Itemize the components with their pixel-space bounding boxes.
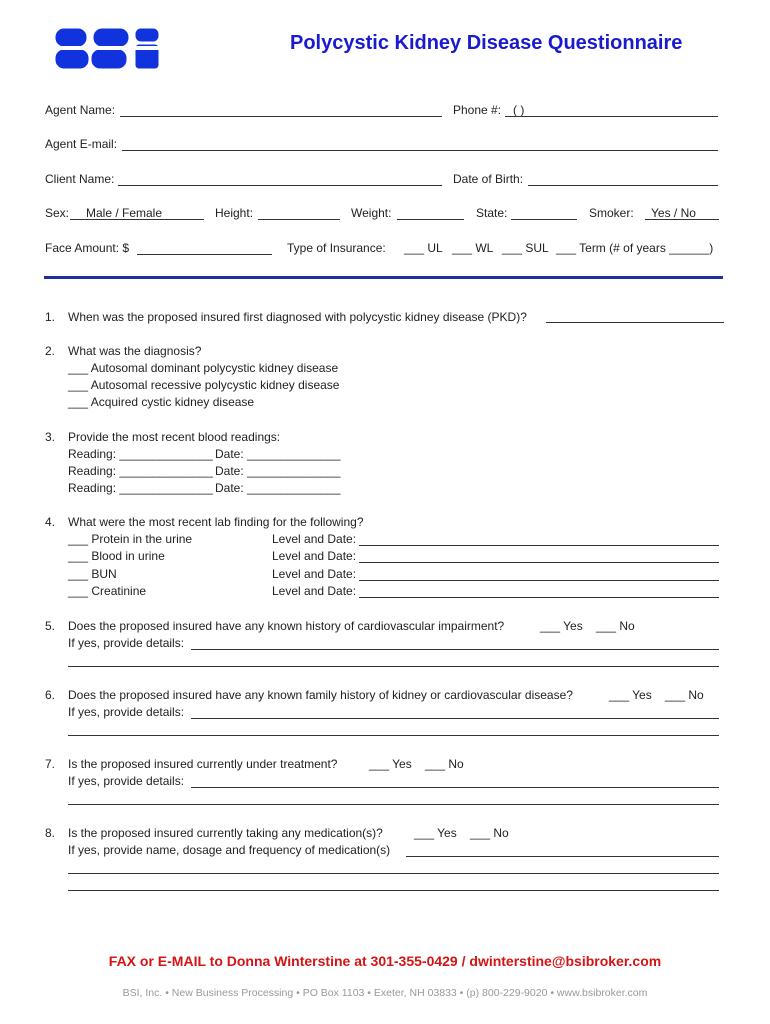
sex-label: Sex: <box>45 206 70 220</box>
q4-level-label-4: Level and Date: <box>272 584 357 598</box>
q5-text: Does the proposed insured have any known history of cardiovascular impairment? <box>68 619 505 633</box>
q2-option-acquired[interactable]: ___ Acquired cystic kidney disease <box>68 395 255 409</box>
q5-number: 5. <box>45 619 56 633</box>
ins-term-option[interactable]: ___ Term (# of years ______) <box>556 241 714 255</box>
q4-bun[interactable]: ___ BUN <box>68 567 117 581</box>
height-field[interactable] <box>258 219 340 220</box>
agent-name-field[interactable] <box>120 116 442 117</box>
q4-protein[interactable]: ___ Protein in the urine <box>68 532 193 546</box>
sex-field <box>70 219 204 220</box>
q2-number: 2. <box>45 344 56 358</box>
q6-no[interactable]: ___ No <box>665 688 704 702</box>
sex-options[interactable]: Male / Female <box>86 206 163 220</box>
bsi-logo <box>54 26 162 72</box>
q4-blood[interactable]: ___ Blood in urine <box>68 549 165 563</box>
footer-address: BSI, Inc. • New Business Processing • PO Box 1103 • Exeter, NH 03833 • (p) 800-229-9020 • www.bsibroker.com <box>122 987 648 999</box>
q8-yes[interactable]: ___ Yes <box>414 826 457 840</box>
q8-details-label: If yes, provide name, dosage and frequency of medication(s) <box>68 843 391 857</box>
q5-details-label: If yes, provide details: <box>68 636 185 650</box>
phone-label: Phone #: <box>453 103 502 117</box>
q8-details-field-1[interactable] <box>406 856 719 857</box>
q1-text: When was the proposed insured first diagnosed with polycystic kidney disease (PKD)? <box>68 310 527 324</box>
q6-details-label: If yes, provide details: <box>68 705 185 719</box>
q4-level-label-2: Level and Date: <box>272 549 357 563</box>
height-label: Height: <box>215 206 254 220</box>
q6-text: Does the proposed insured have any known family history of kidney or cardiovascular disease? <box>68 688 573 702</box>
q6-details-field-1[interactable] <box>191 718 719 719</box>
q2-option-dominant[interactable]: ___ Autosomal dominant polycystic kidney disease <box>68 361 339 375</box>
q4-level-label-3: Level and Date: <box>272 567 357 581</box>
q4-creatinine[interactable]: ___ Creatinine <box>68 584 147 598</box>
section-divider <box>44 276 723 279</box>
q6-number: 6. <box>45 688 56 702</box>
smoker-label: Smoker: <box>589 206 634 220</box>
q4-level-field-4[interactable] <box>359 597 719 598</box>
agent-email-label: Agent E-mail: <box>45 137 118 151</box>
q4-level-label-1: Level and Date: <box>272 532 357 546</box>
smoker-options[interactable]: Yes / No <box>651 206 696 220</box>
q4-level-field-3[interactable] <box>359 580 719 581</box>
dob-label: Date of Birth: <box>453 172 524 186</box>
q1-number: 1. <box>45 310 56 324</box>
state-label: State: <box>476 206 508 220</box>
q6-yes[interactable]: ___ Yes <box>609 688 652 702</box>
q5-no[interactable]: ___ No <box>596 619 635 633</box>
client-name-label: Client Name: <box>45 172 115 186</box>
q3-reading-2[interactable]: Reading: ______________ <box>68 464 213 478</box>
q5-details-field-1[interactable] <box>191 649 719 650</box>
q4-text: What were the most recent lab finding for the following? <box>68 515 364 529</box>
q8-details-field-3[interactable] <box>68 890 719 891</box>
q7-no[interactable]: ___ No <box>425 757 464 771</box>
phone-field[interactable] <box>505 116 718 117</box>
q7-details-field-2[interactable] <box>68 804 719 805</box>
q3-date-1[interactable]: Date: ______________ <box>215 447 341 461</box>
q1-answer-field[interactable] <box>546 322 724 323</box>
q4-level-field-1[interactable] <box>359 545 719 546</box>
ins-sul-option[interactable]: ___ SUL <box>502 241 549 255</box>
q8-details-field-2[interactable] <box>68 873 719 874</box>
q8-number: 8. <box>45 826 56 840</box>
q3-date-3[interactable]: Date: ______________ <box>215 481 341 495</box>
q4-number: 4. <box>45 515 56 529</box>
q7-details-label: If yes, provide details: <box>68 774 185 788</box>
dob-field[interactable] <box>528 185 718 186</box>
q5-yes[interactable]: ___ Yes <box>540 619 583 633</box>
type-insurance-label: Type of Insurance: <box>287 241 386 255</box>
q8-text: Is the proposed insured currently taking any medication(s)? <box>68 826 383 840</box>
agent-email-field[interactable] <box>122 150 718 151</box>
q7-details-field-1[interactable] <box>191 787 719 788</box>
q2-option-recessive[interactable]: ___ Autosomal recessive polycystic kidney disease <box>68 378 340 392</box>
q8-no[interactable]: ___ No <box>470 826 509 840</box>
q7-number: 7. <box>45 757 56 771</box>
q6-details-field-2[interactable] <box>68 735 719 736</box>
ins-ul-option[interactable]: ___ UL <box>404 241 443 255</box>
footer-contact: FAX or E-MAIL to Donna Winterstine at 301-355-0429 / dwinterstine@bsibroker.com <box>108 953 662 969</box>
q7-text: Is the proposed insured currently under treatment? <box>68 757 338 771</box>
client-name-field[interactable] <box>118 185 442 186</box>
weight-label: Weight: <box>351 206 392 220</box>
q4-level-field-2[interactable] <box>359 562 719 563</box>
face-amount-label: Face Amount: $ <box>45 241 130 255</box>
ins-wl-option[interactable]: ___ WL <box>452 241 494 255</box>
q3-date-2[interactable]: Date: ______________ <box>215 464 341 478</box>
weight-field[interactable] <box>397 219 464 220</box>
q5-details-field-2[interactable] <box>68 666 719 667</box>
state-field[interactable] <box>511 219 577 220</box>
q3-reading-1[interactable]: Reading: ______________ <box>68 447 213 461</box>
q3-text: Provide the most recent blood readings: <box>68 430 281 444</box>
phone-area-code: ( ) <box>513 103 525 117</box>
q3-reading-3[interactable]: Reading: ______________ <box>68 481 213 495</box>
q2-text: What was the diagnosis? <box>68 344 202 358</box>
page-title: Polycystic Kidney Disease Questionnaire <box>290 32 683 54</box>
agent-name-label: Agent Name: <box>45 103 116 117</box>
face-amount-field[interactable] <box>137 254 272 255</box>
q7-yes[interactable]: ___ Yes <box>369 757 412 771</box>
smoker-field <box>645 219 719 220</box>
q3-number: 3. <box>45 430 56 444</box>
